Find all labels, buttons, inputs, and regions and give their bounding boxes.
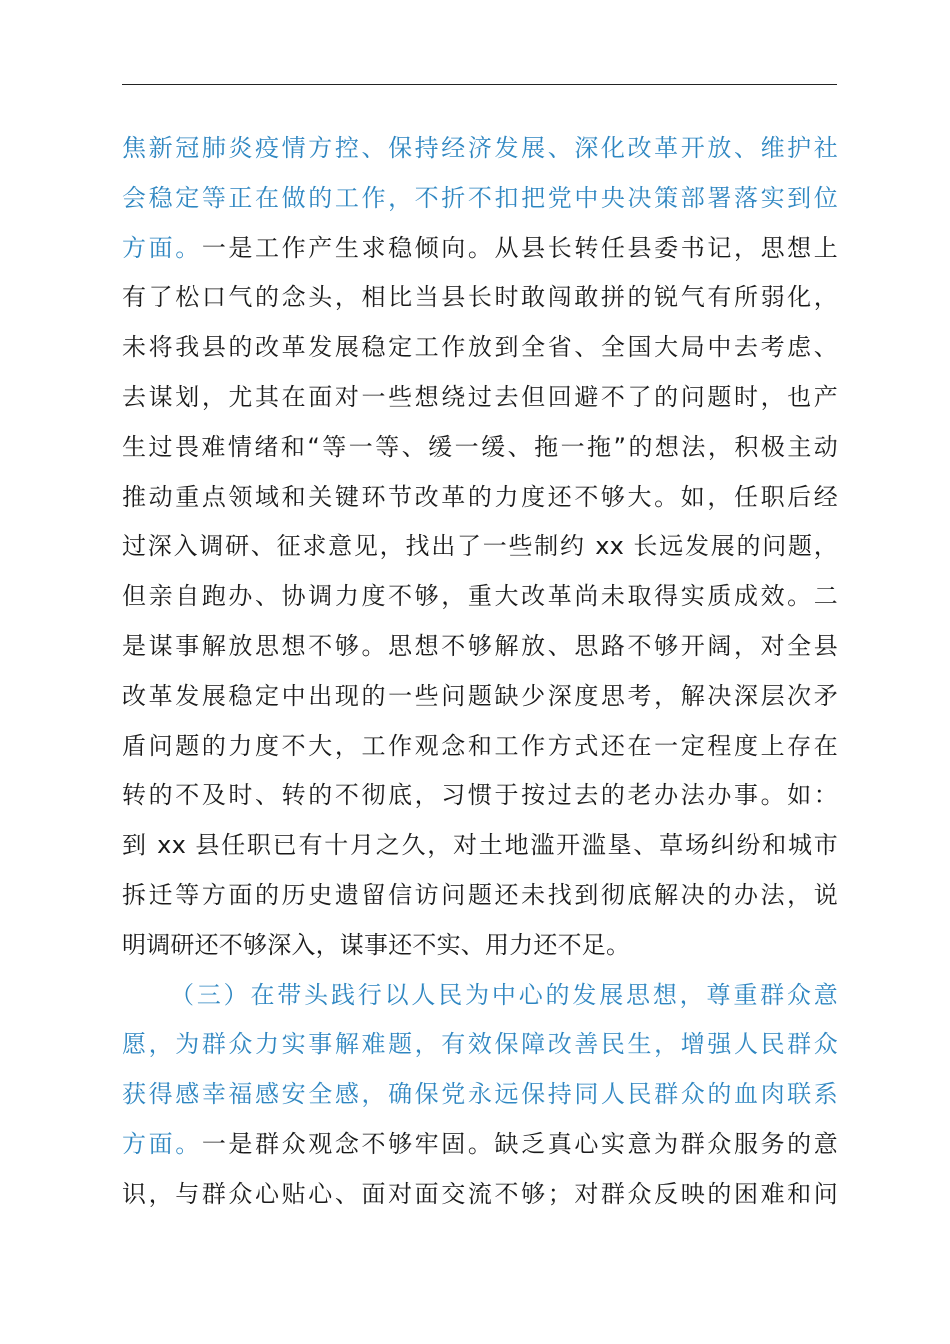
text-line-16: [122, 871, 838, 921]
heading-text: 愿，为群众力实事解难题，有效保障改善民生，增强人民群众: [122, 1030, 838, 1059]
text-line-1: [122, 124, 838, 174]
text-line-6: [122, 373, 838, 423]
heading-text: 会稳定等正在做的工作，不折不扣把党中央决策部署落实到位: [122, 183, 838, 212]
text-line-2: [122, 174, 838, 224]
body-text: 明调研还不够深入，谋事还不实、用力还不足。: [122, 930, 631, 959]
text-line-13: [122, 722, 838, 772]
heading-text: （三）在带头践行以人民为中心的发展思想，尊重群众意: [170, 980, 838, 1009]
body-text: 转的不及时、转的不彻底，习惯于按过去的老办法办事。如：: [122, 781, 838, 810]
text-line-4: [122, 273, 838, 323]
body-text: 未将我县的改革发展稳定工作放到全省、全国大局中去考虑、: [122, 333, 838, 362]
text-line-18: [122, 971, 838, 1021]
body-text: 一是群众观念不够牢固。缺乏真心实意为群众服务的意: [201, 1129, 838, 1158]
text-line-3: [122, 224, 838, 274]
body-text: 盾问题的力度不大，工作观念和工作方式还在一定程度上存在: [122, 731, 838, 760]
body-text: 改革发展稳定中出现的一些问题缺少深度思考，解决深层次矛: [122, 681, 838, 710]
body-text: 有了松口气的念头，相比当县长时敢闯敢拼的锐气有所弱化，: [122, 283, 838, 312]
body-text: 是谋事解放思想不够。思想不够解放、思路不够开阔，对全县: [122, 631, 838, 660]
heading-text: 方面。: [122, 1129, 202, 1158]
text-line-7: [122, 423, 838, 473]
text-line-15: [122, 821, 838, 871]
text-line-10: [122, 572, 838, 622]
body-text: 过深入调研、征求意见，找出了一些制约 xx 长远发展的问题，: [122, 532, 838, 561]
body-text: 拆迁等方面的历史遗留信访问题还未找到彻底解决的办法，说: [122, 880, 838, 909]
text-line-20: [122, 1070, 838, 1120]
text-line-11: [122, 622, 838, 672]
document-body: [122, 124, 838, 1220]
body-text: 生过畏难情绪和“等一等、缓一缓、拖一拖”的想法，积极主动: [122, 432, 838, 461]
text-line-14: [122, 771, 838, 821]
heading-text: 焦新冠肺炎疫情方控、保持经济发展、深化改革开放、维护社: [122, 134, 838, 162]
text-line-5: [122, 323, 838, 373]
body-text: 推动重点领域和关键环节改革的力度还不够大。如，任职后经: [122, 482, 838, 511]
text-line-21: [122, 1120, 838, 1170]
heading-text: 方面。: [122, 233, 202, 262]
heading-text: 获得感幸福感安全感，确保党永远保持同人民群众的血肉联系: [122, 1080, 838, 1109]
body-text: 识，与群众心贴心、面对面交流不够；对群众反映的困难和问: [122, 1179, 838, 1208]
body-text: 到 xx 县任职已有十月之久，对土地滥开滥垦、草场纠纷和城市: [122, 831, 838, 860]
text-line-9: [122, 522, 838, 572]
body-text: 但亲自跑办、协调力度不够，重大改革尚未取得实质成效。二: [122, 582, 838, 611]
body-text: 去谋划，尤其在面对一些想绕过去但回避不了的问题时，也产: [122, 382, 838, 411]
text-line-12: [122, 672, 838, 722]
text-line-22: [122, 1170, 838, 1220]
header-rule: [122, 84, 837, 85]
body-text: 一是工作产生求稳倾向。从县长转任县委书记，思想上: [201, 233, 838, 262]
text-line-8: [122, 473, 838, 523]
text-line-17: [122, 921, 838, 971]
text-line-19: [122, 1020, 838, 1070]
